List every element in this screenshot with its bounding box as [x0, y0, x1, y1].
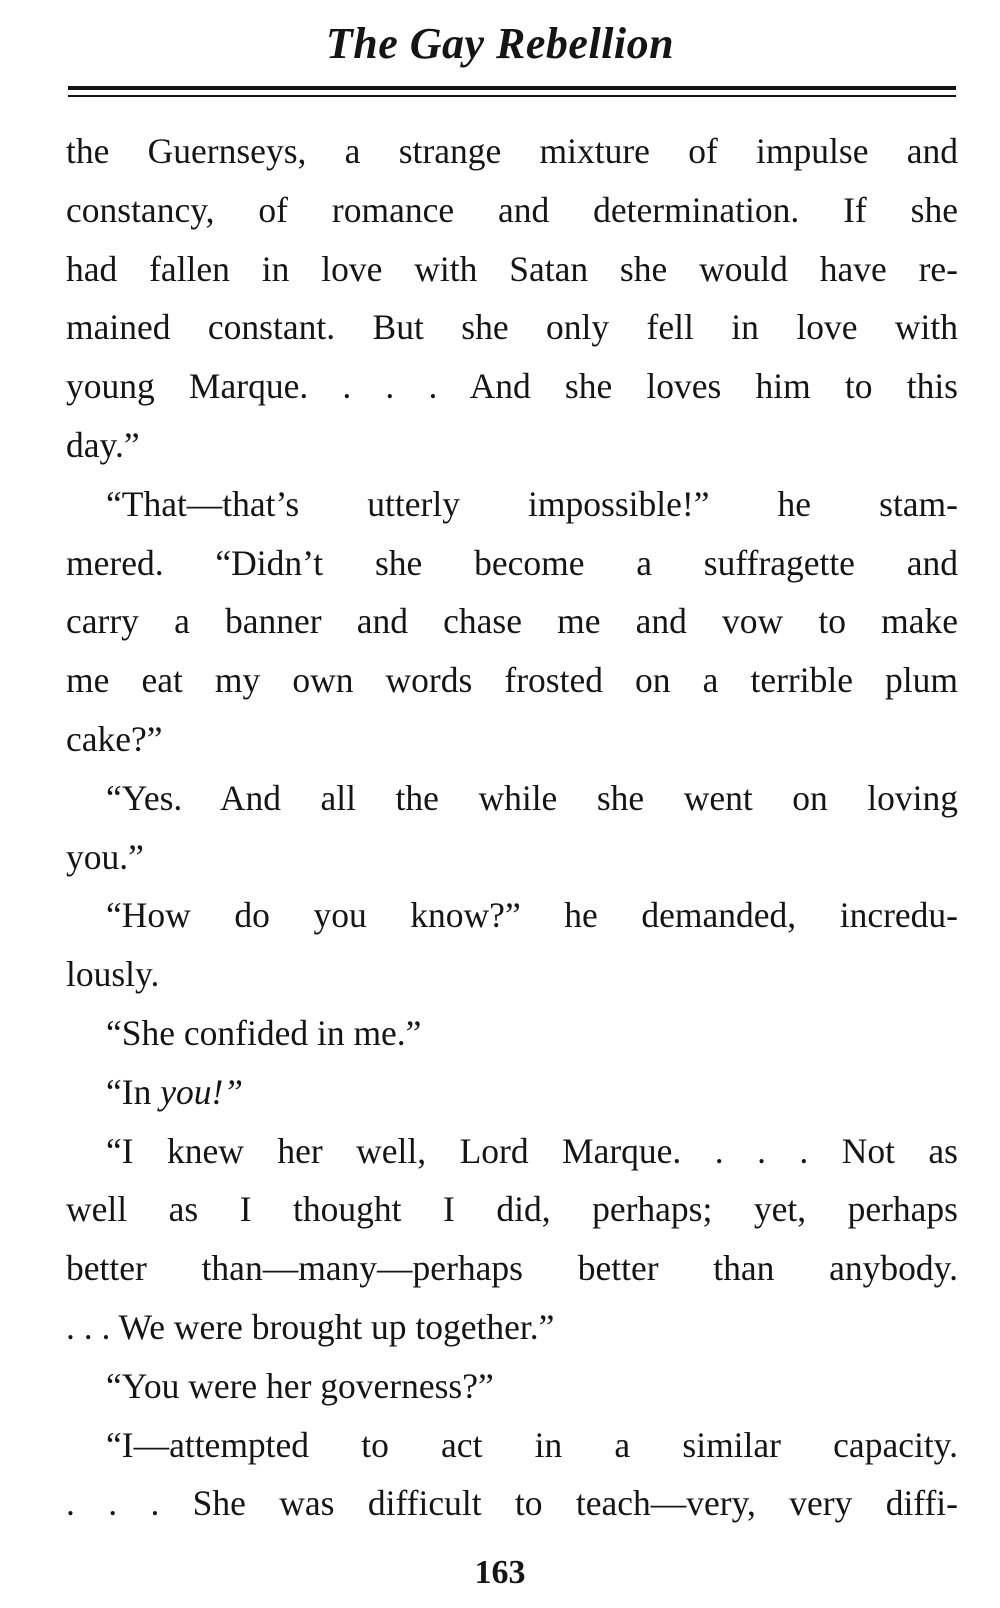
text-italic-emphasis: you!” [160, 1071, 244, 1112]
text-line: “I—attempted to act in a similar capacity. [106, 1424, 958, 1465]
text-line: day.” [66, 424, 140, 465]
text-line: mained constant. But she only fell in love with [66, 307, 958, 348]
text-line: “You were her governess?” [106, 1365, 494, 1406]
text-line: “How do you know?” he demanded, incredu- [106, 895, 958, 936]
text-line: constancy, of romance and determination. If she [66, 189, 958, 230]
text-line: carry a banner and chase me and vow to make [66, 601, 958, 642]
text-line: lously. [66, 954, 160, 995]
text-line: . . . She was difficult to teach—very, very diffi- [66, 1483, 958, 1524]
text-line: . . . We were brought up together.” [66, 1306, 555, 1347]
text-roman: “In [106, 1071, 161, 1112]
text-line: “Yes. And all the while she went on loving [106, 777, 958, 818]
text-line: you.” [66, 836, 144, 877]
text-line: better than—many—perhaps better than anybody. [66, 1248, 958, 1289]
text-line: “I knew her well, Lord Marque. . . . Not as [106, 1130, 958, 1171]
text-line: the Guernseys, a strange mixture of impulse and [66, 131, 958, 171]
text-line: “That—that’s utterly impossible!” he stam- [106, 483, 958, 524]
body-text [66, 122, 958, 1533]
text-line: mered. “Didn’t she become a suffragette and [66, 542, 958, 583]
text-line: “She confided in me.” [106, 1012, 422, 1053]
header-rule-thick [68, 86, 956, 90]
text-line: had fallen in love with Satan she would have re- [66, 248, 958, 289]
text-line: young Marque. . . . And she loves him to this [66, 366, 958, 407]
text-line: cake?” [66, 718, 163, 759]
header-rule-thin [68, 95, 956, 97]
running-head-title: The Gay Rebellion [325, 19, 675, 68]
page-number: 163 [474, 1554, 526, 1591]
text-line: me eat my own words frosted on a terrible plum [66, 660, 958, 701]
text-line-mixed [66, 1063, 958, 1122]
text-line: well as I thought I did, perhaps; yet, perhaps [66, 1189, 958, 1230]
